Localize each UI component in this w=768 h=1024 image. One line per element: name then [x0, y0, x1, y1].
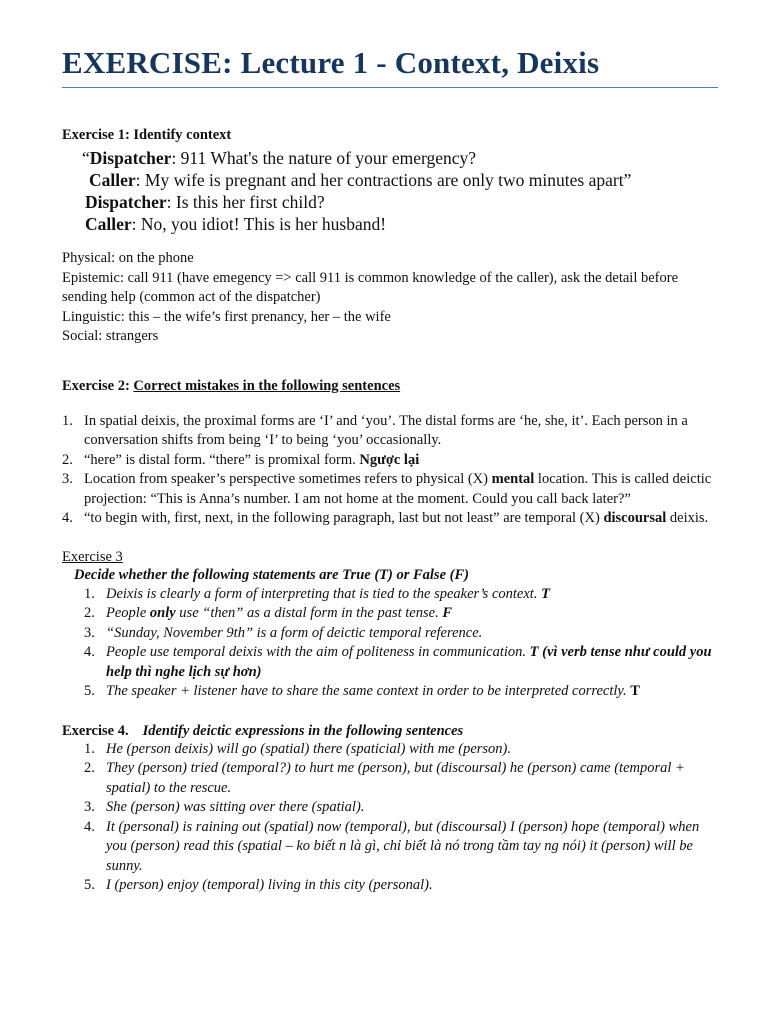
page-title: EXERCISE: Lecture 1 - Context, Deixis	[62, 45, 600, 80]
exercise-1-heading: Exercise 1: Identify context	[62, 127, 232, 143]
exercise-3-heading: Exercise 3	[62, 548, 123, 565]
exercise-1	[62, 126, 718, 347]
list-item: 1. In spatial deixis, the proximal forms are ‘I’ and ‘you’. The distal forms are ‘he, she, it’. Each person in a conversation shifts from being ‘I’ to being ‘you’ occasionally.	[62, 412, 688, 448]
list-item: 4. People use temporal deixis with the aim of politeness in communication. T (vì verb tense như could you help thì nghe lịch sự hơn)	[84, 644, 712, 680]
exercise-3-instruction: Decide whether the following statements are True (T) or False (F)	[74, 566, 469, 583]
exercise-3-list	[84, 585, 718, 702]
answer-physical: Physical: on the phone	[62, 250, 194, 266]
list-item: 4. It (personal) is raining out (spatial) now (temporal), but (discoursal) I (person) hope (temporal) when you (person) read this (spatial – ko biết n là gì, chỉ biết là nó trong tầm tay ng nói) it (person) will be sunny.	[84, 818, 700, 874]
answer-linguistic: Linguistic: this – the wife’s first prenancy, her – the wife	[62, 308, 391, 325]
list-item: 2. “here” is distal form. “there” is promixal form. Ngược lại	[62, 451, 420, 468]
list-item: 4. “to begin with, first, next, in the following paragraph, last but not least” are temporal (X) discoursal deixis.	[62, 510, 709, 526]
exercise-2	[62, 377, 718, 529]
list-item: 2. People only use “then” as a distal form in the past tense. F	[84, 605, 452, 621]
list-item: 1. He (person deixis) will go (spatial) there (spaticial) with me (person).	[84, 740, 511, 757]
exercise-4-list	[84, 740, 718, 896]
list-item: 3. Location from speaker’s perspective sometimes refers to physical (X) mental location. This is called deictic projection: “This is Anna’s number. I am not home at the moment. Could you call back later?”	[62, 471, 712, 507]
dialog-line-dispatcher-2: Dispatcher: Is this her first child?	[85, 192, 325, 212]
answer-social: Social: strangers	[62, 328, 159, 344]
title-underline	[62, 87, 718, 88]
list-item: 5. The speaker + listener have to share the same context in order to be interpreted correctly. T	[84, 683, 640, 699]
list-item: 3. She (person) was sitting over there (spatial).	[84, 799, 365, 815]
dialog-line-dispatcher-1: “Dispatcher: 911 What's the nature of your emergency?	[82, 148, 477, 168]
context-answers	[62, 249, 718, 347]
list-item: 1. Deixis is clearly a form of interpreting that is tied to the speaker’s context. T	[84, 585, 550, 602]
list-item: 5. I (person) enjoy (temporal) living in this city (personal).	[84, 877, 433, 893]
list-item: 2. They (person) tried (temporal?) to hurt me (person), but (discoursal) he (person) came (temporal + spatial) to the rescue.	[84, 760, 685, 796]
dialog-block	[62, 147, 718, 235]
answer-epistemic: Epistemic: call 911 (have emegency => call 911 is common knowledge of the caller), ask the detail before sending help (common act of the dispatcher)	[62, 269, 679, 305]
dialog-line-caller-1: Caller: My wife is pregnant and her contractions are only two minutes apart”	[89, 170, 632, 190]
exercise-4	[62, 722, 718, 896]
dialog-line-caller-2: Caller: No, you idiot! This is her husband!	[85, 214, 387, 234]
list-item: 3. “Sunday, November 9th” is a form of deictic temporal reference.	[84, 624, 483, 641]
exercise-3	[62, 548, 718, 702]
exercise-4-heading: Exercise 4. Identify deictic expressions in the following sentences	[62, 722, 464, 739]
document-page	[62, 0, 718, 896]
exercise-2-heading: Exercise 2: Correct mistakes in the following sentences	[62, 377, 401, 394]
exercise-2-list	[62, 412, 718, 529]
